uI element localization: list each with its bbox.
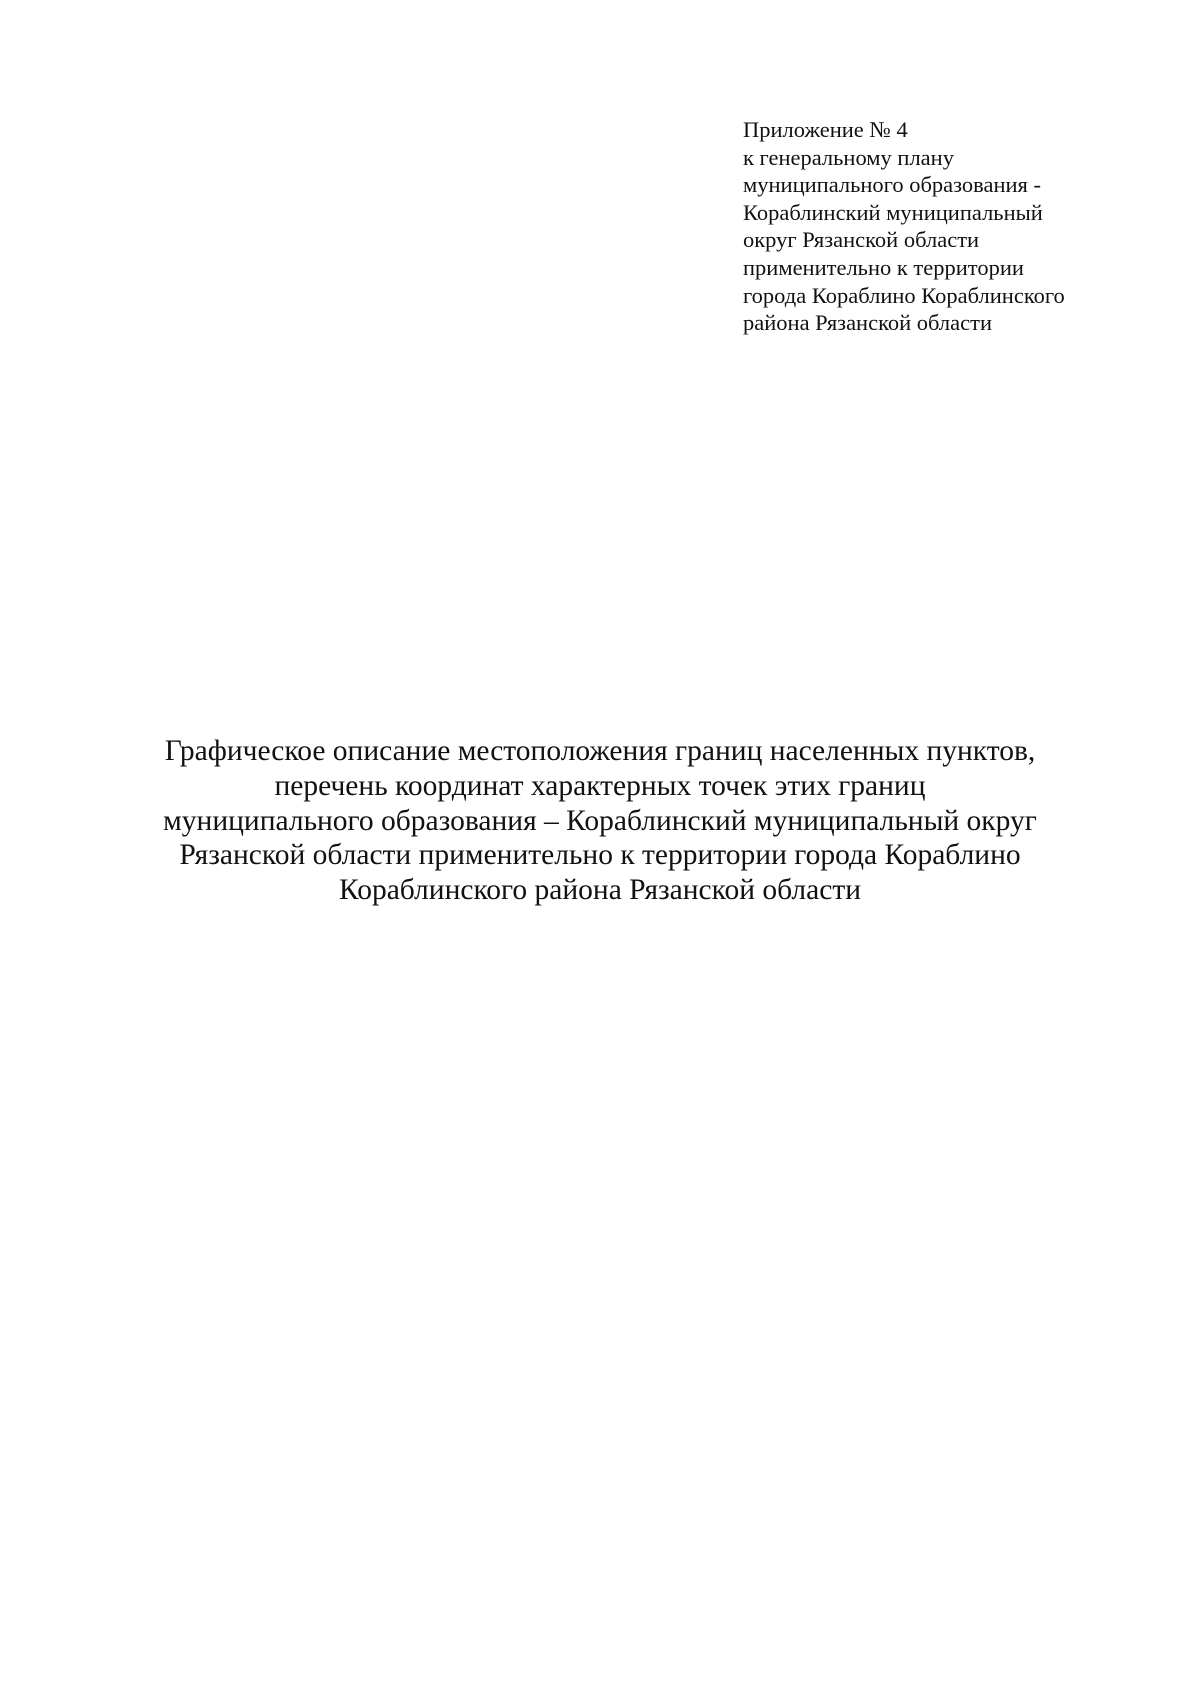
appendix-line: к генеральному плану — [743, 144, 954, 170]
title-line: перечень координат характерных точек этих границ — [274, 769, 926, 802]
appendix-line: применительно к территории — [743, 254, 1024, 280]
title-line: Рязанской области применительно к территории города Кораблино — [179, 839, 1021, 872]
appendix-note — [743, 116, 1143, 337]
title-line: Кораблинского района Рязанской области — [338, 874, 861, 907]
title-line: Графическое описание местоположения границ населенных пунктов, — [164, 735, 1036, 767]
appendix-line: муниципального образования - — [743, 172, 1042, 198]
title-line: муниципального образования – Кораблинский муниципальный округ — [163, 804, 1037, 837]
appendix-line: города Кораблино Кораблинского — [743, 282, 1065, 308]
appendix-line: округ Рязанской области — [743, 227, 980, 253]
appendix-line: района Рязанской области — [743, 310, 993, 336]
document-title — [0, 734, 1200, 908]
appendix-line: Кораблинский муниципальный — [743, 199, 1043, 225]
appendix-line: Приложение № 4 — [743, 117, 908, 142]
